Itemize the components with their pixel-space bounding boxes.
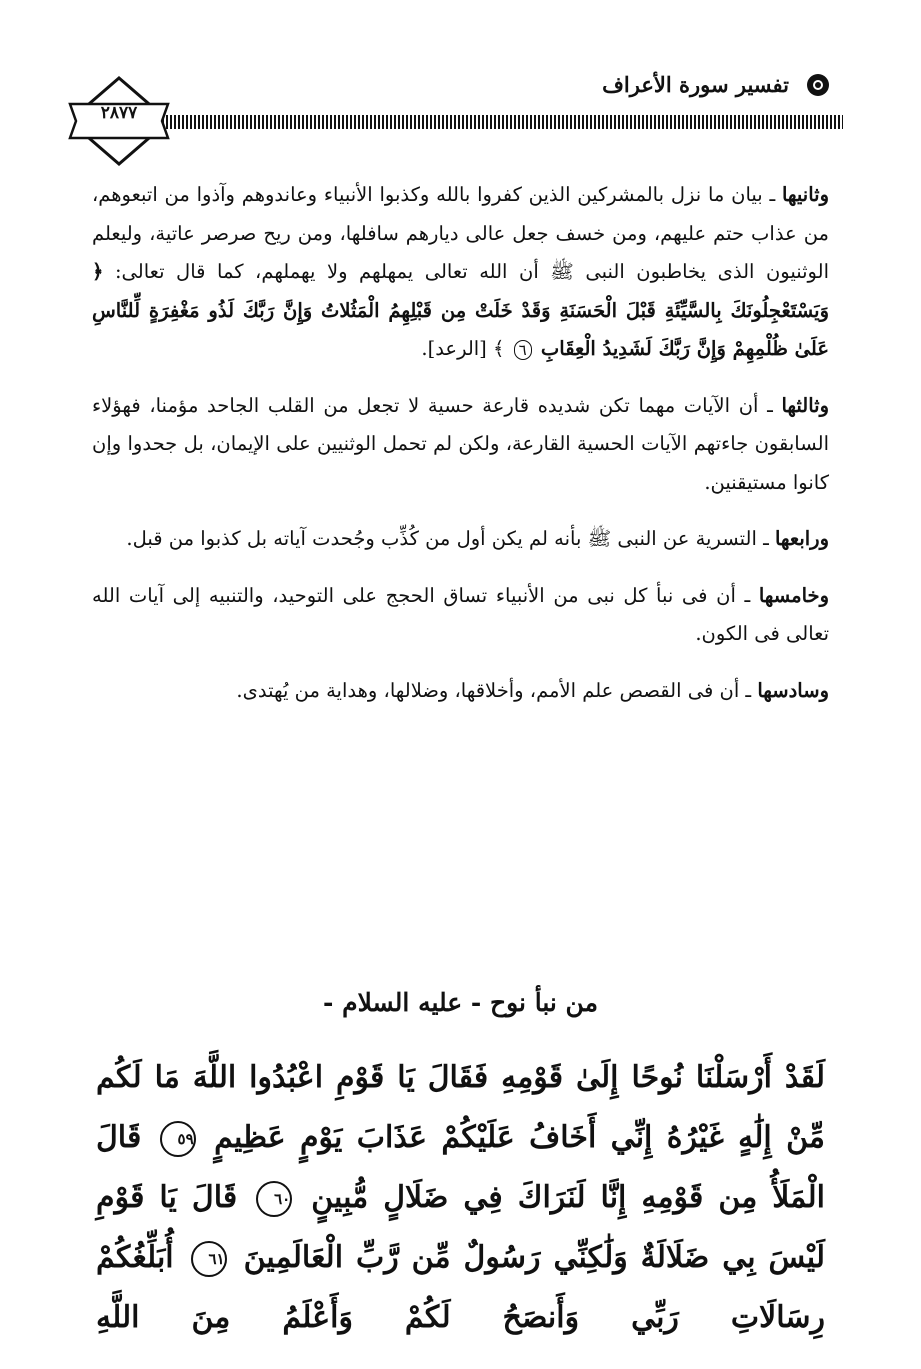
- paragraph-text: ـ أن فى نبأ كل نبى من الأنبياء تساق الحجج على التوحيد، والتنبيه إلى آيات الله تعالى فى الكون.: [92, 583, 829, 645]
- paragraph-lead: وسادسها: [757, 678, 829, 702]
- ayah-number-icon: ٥٩: [160, 1121, 196, 1157]
- paragraph-text: ـ أن الآيات مهما تكن شديده قارعة حسية لا تجعل من القلب الجاحد مؤمنا، فهؤلاء السابقون جاءتهم الآيات الحسية القارعة، ولكن لم تحمل الوثنيين على الإيمان، بل جحدوا وإن كانوا مستيقنين.: [92, 393, 829, 494]
- verse-number-mark: ٦: [514, 340, 532, 360]
- paragraph-fourth: [92, 520, 829, 559]
- paragraph-text: ـ التسرية عن النبى ﷺ بأنه لم يكن أول من كُذِّب وجُحدت آياته بل كذبوا من قبل.: [126, 527, 775, 550]
- ornament-icon: [805, 72, 831, 98]
- paragraph-lead: وثانيها: [781, 183, 829, 206]
- quran-quote: ﴿ وَيَسْتَعْجِلُونَكَ بِالسَّيِّئَةِ قَبْلَ الْحَسَنَةِ وَقَدْ خَلَتْ مِن قَبْلِهِمُ الْمَثُلاتُ وَإِنَّ رَبَّكَ لَذُو مَغْفِرَةٍ لِّلنَّاسِ عَلَىٰ ظُلْمِهِمْ وَإِنَّ رَبَّكَ لَشَدِيدُ الْعِقَابِ: [92, 260, 829, 360]
- paragraph-text: ـ أن فى القصص علم الأمم، وأخلاقها، وضلالها، وهداية من يُهتدى.: [236, 678, 758, 702]
- verse-text: قَالَ الْمَلَأُ مِن قَوْمِهِ إِنَّا لَنَرَاكَ فِي ضَلَالٍ مُّبِينٍ: [96, 1120, 826, 1215]
- ayah-number-icon: ٦٠: [256, 1181, 292, 1217]
- paragraph-sixth: [92, 672, 829, 711]
- paragraph-second: [92, 176, 829, 369]
- paragraph-lead: وثالثها: [781, 393, 829, 417]
- ayah-number-icon: ٦١: [191, 1241, 227, 1277]
- verse-text: أُبَلِّغُكُمْ رِسَالَاتِ رَبِّي وَأَنصَحُ لَكُمْ وَأَعْلَمُ مِنَ اللَّهِ: [96, 1240, 825, 1335]
- paragraph-third: [92, 387, 829, 503]
- running-title: تفسير سورة الأعراف: [602, 72, 789, 97]
- verse-text: قَالَ يَا قَوْمِ لَيْسَ بِي ضَلَالَةٌ وَلَٰكِنِّي رَسُولٌ مِّن رَّبِّ الْعَالَمِينَ: [96, 1180, 825, 1275]
- section-heading: من نبأ نوح - عليه السلام -: [323, 988, 598, 1017]
- paragraph-fifth: [92, 577, 829, 654]
- body-text: [92, 176, 829, 728]
- paragraph-lead: ورابعها: [774, 527, 829, 550]
- paragraph-text: ـ بيان ما نزل بالمشركين الذين كفروا بالله وكذبوا الأنبياء وعاندوهم وآذوا من اتبعوهم، من عذاب حتم عليهم، ومن خسف جعل عالى ديارهم سافلها، ومن ريح صرصر عاتية، وليعلم الوثنيون الذى يخاطبون النبى ﷺ أن الله تعالى يمهلهم ولا يهملهم، كما قال تعالى:: [92, 183, 829, 283]
- header-rule: [162, 115, 843, 129]
- verse-text: لَقَدْ أَرْسَلْنَا نُوحًا إِلَىٰ قَوْمِهِ فَقَالَ يَا قَوْمِ اعْبُدُوا اللَّهَ مَا لَكُم مِّنْ إِلَٰهٍ غَيْرُهُ إِنِّي أَخَافُ عَلَيْكُمْ عَذَابَ يَوْمٍ عَظِيمٍ: [96, 1060, 825, 1155]
- quote-source: ﴾ [الرعد].: [421, 337, 511, 360]
- page-number: ٢٨٧٧: [100, 103, 138, 123]
- paragraph-lead: وخامسها: [758, 583, 829, 607]
- quran-verses: [96, 1048, 825, 1348]
